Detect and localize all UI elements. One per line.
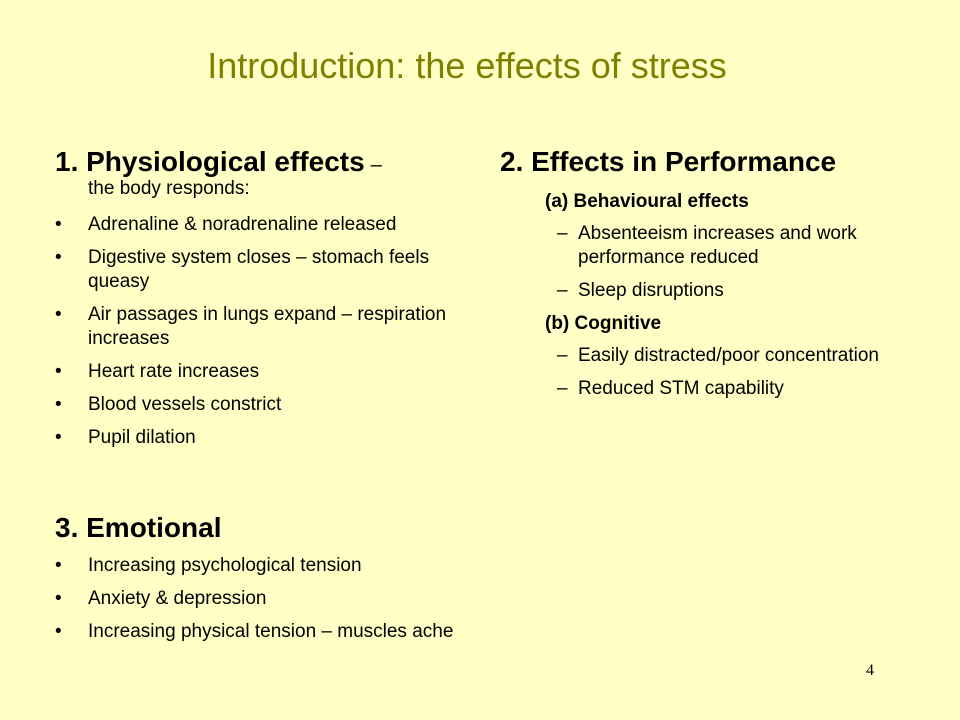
bullet-marker: • [55,360,62,382]
list-item [55,246,475,294]
list-item [500,377,900,401]
physiological-heading-dash: – [370,154,382,176]
list-item-text: Heart rate increases [88,360,260,382]
dash-marker: – [557,378,568,400]
list-item-text: Blood vessels constrict [88,393,282,415]
emotional-heading: 3. Emotional [55,512,222,543]
list-item [500,222,900,270]
performance-heading: 2. Effects in Performance [500,146,837,177]
list-item-text: Anxiety & depression [88,588,267,610]
list-item [55,554,475,578]
list-item-text: Digestive system closes – stomach feels queasy [88,246,430,292]
bullet-marker: • [55,213,62,235]
list-item-text: Sleep disruptions [578,280,724,302]
page-number: 4 [866,662,874,679]
bullet-marker: • [55,426,62,448]
dash-marker: – [557,223,568,245]
list-item [55,213,475,237]
emotional-section [55,512,475,653]
list-item [55,587,475,611]
physiological-heading-text: 1. Physiological effects [55,146,365,177]
list-item [500,279,900,303]
list-item-text: Easily distracted/poor concentration [578,345,879,367]
physiological-subtitle: the body responds: [88,178,250,200]
list-item-text: Air passages in lungs expand – respiration increases [88,303,447,349]
list-item [55,620,475,644]
list-item-text: Absenteeism increases and work performance reduced [578,223,857,269]
physiological-list [55,213,475,450]
bullet-marker: • [55,555,62,577]
list-item [55,426,475,450]
list-item-text: Reduced STM capability [578,378,784,400]
dash-marker: – [557,280,568,302]
bullet-marker: • [55,303,62,325]
bullet-marker: • [55,246,62,268]
bullet-marker: • [55,588,62,610]
performance-section [500,146,900,410]
physiological-heading [55,146,475,178]
emotional-list [55,554,475,644]
physiological-section [55,146,475,459]
list-item-text: Pupil dilation [88,426,196,448]
list-item-text: Increasing psychological tension [88,555,362,577]
bullet-marker: • [55,621,62,643]
cognitive-list [500,344,900,401]
list-item [55,360,475,384]
list-item [55,303,475,351]
list-item [500,344,900,368]
list-item-text: Adrenaline & noradrenaline released [88,213,397,235]
behavioural-list [500,222,900,303]
behavioural-label: (a) Behavioural effects [545,191,749,213]
dash-marker: – [557,345,568,367]
list-item-text: Increasing physical tension – muscles ache [88,621,454,643]
cognitive-label: (b) Cognitive [545,313,662,335]
slide-title: Introduction: the effects of stress [207,45,727,86]
bullet-marker: • [55,393,62,415]
list-item [55,393,475,417]
